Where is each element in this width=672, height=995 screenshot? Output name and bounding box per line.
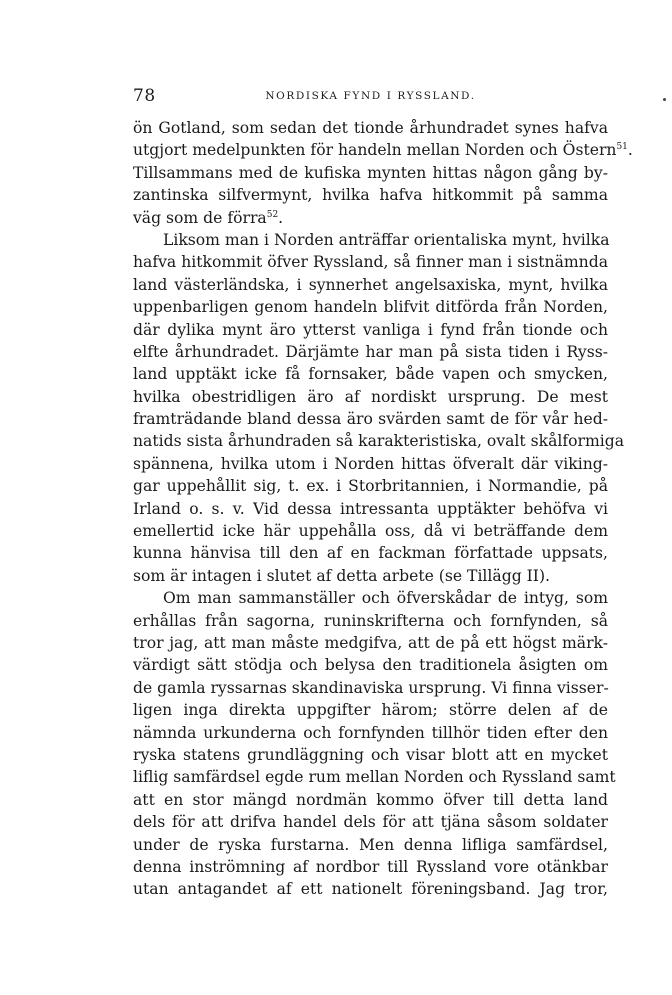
text-line: väg som de förra$^{52}$. — [133, 208, 284, 227]
text-line: ön Gotland, som sedan det tionde århundradet synes hafva — [133, 119, 608, 137]
text-line: kunna hänvisa till den af en fackman författade uppsats, — [133, 544, 608, 563]
text-line: nämnda urkunderna och fornfynden tillhör tiden efter den — [133, 723, 608, 742]
text-line: erhållas från sagorna, runinskrifterna och fornfynden, så — [133, 611, 608, 630]
page-header — [133, 86, 608, 110]
text-line: elfte århundradet. Därjämte har man på sista tiden i Ryss- — [133, 342, 608, 361]
text-line: land upptäkt icke få fornsaker, både vapen och smycken, — [133, 365, 608, 384]
text-line: spännena, hvilka utom i Norden hittas öfveralt där viking- — [133, 454, 608, 473]
scan-speck — [663, 98, 666, 101]
text-line: framträdande bland dessa äro svärden samt de för vår hed- — [133, 410, 608, 429]
paragraph-start-line: Om man sammanställer och öfverskådar de intyg, som — [163, 589, 608, 608]
text-line: natids sista århundraden så karakteristiska, ovalt skålformiga — [133, 432, 625, 451]
text-line: Irland o. s. v. Vid dessa intressanta upptäkter behöfva vi — [133, 499, 608, 518]
text-line: zantinska silfvermynt, hvilka hafva hitkommit på samma — [133, 186, 608, 205]
footnote-ref: 51 — [616, 142, 628, 153]
text-line: uppenbarligen genom handeln blifvit ditförda från Norden, — [133, 298, 608, 317]
text-line: att en stor mängd nordmän kommo öfver till detta land — [133, 790, 608, 809]
text-line: tror jag, att man måste medgifva, att de på ett högst märk- — [133, 633, 608, 652]
text-line: hvilka obestridligen äro af nordiskt ursprung. De mest — [133, 387, 608, 406]
text-line: de gamla ryssarnas skandinaviska ursprung. Vi finna visser- — [133, 678, 609, 697]
text-line: liflig samfärdsel egde rum mellan Norden och Ryssland samt — [133, 768, 616, 787]
text-line: som är intagen i slutet af detta arbete (se Tillägg II). — [133, 566, 550, 585]
text-line: utgjort medelpunkten för handeln mellan Norden och Östern$^{51}$. — [133, 141, 633, 160]
text-line: Tillsammans med de kufiska mynten hittas någon gång by- — [133, 163, 608, 182]
text-line: ryska statens grundläggning och visar blott att en mycket — [133, 745, 608, 764]
text-line: värdigt sätt stödja och belysa den traditionela åsigten om — [133, 656, 608, 675]
text-line: under de ryska furstarna. Men denna lifliga samfärdsel, — [133, 835, 608, 854]
text-line: emellertid icke här uppehålla oss, då vi beträffande dem — [133, 522, 608, 541]
text-line: denna inströmning af nordbor till Ryssland vore otänkbar — [133, 857, 608, 876]
text-line: där dylika mynt äro ytterst vanliga i fynd från tionde och — [133, 320, 608, 339]
text-line: dels för att drifva handel dels för att tjäna såsom soldater — [133, 813, 608, 832]
text-line: hafva hitkommit öfver Ryssland, så finner man i sistnämnda — [133, 253, 608, 272]
page-number: 78 — [133, 86, 156, 106]
body-text — [133, 117, 633, 901]
text-line: utan antagandet af ett nationelt föreningsband. Jag tror, — [133, 880, 608, 899]
text-line: ligen inga direkta uppgifter härom; större delen af de — [133, 701, 608, 720]
running-title: NORDISKA FYND I RYSSLAND. — [265, 90, 476, 102]
text-line: land västerländska, i synnerhet angelsaxiska, mynt, hvilka — [133, 275, 608, 294]
paragraph-start-line: Liksom man i Norden anträffar orientaliska mynt, hvilka — [163, 230, 610, 249]
text-line: gar uppehållit sig, t. ex. i Storbritannien, i Normandie, på — [133, 477, 608, 496]
footnote-ref: 52 — [266, 209, 279, 220]
